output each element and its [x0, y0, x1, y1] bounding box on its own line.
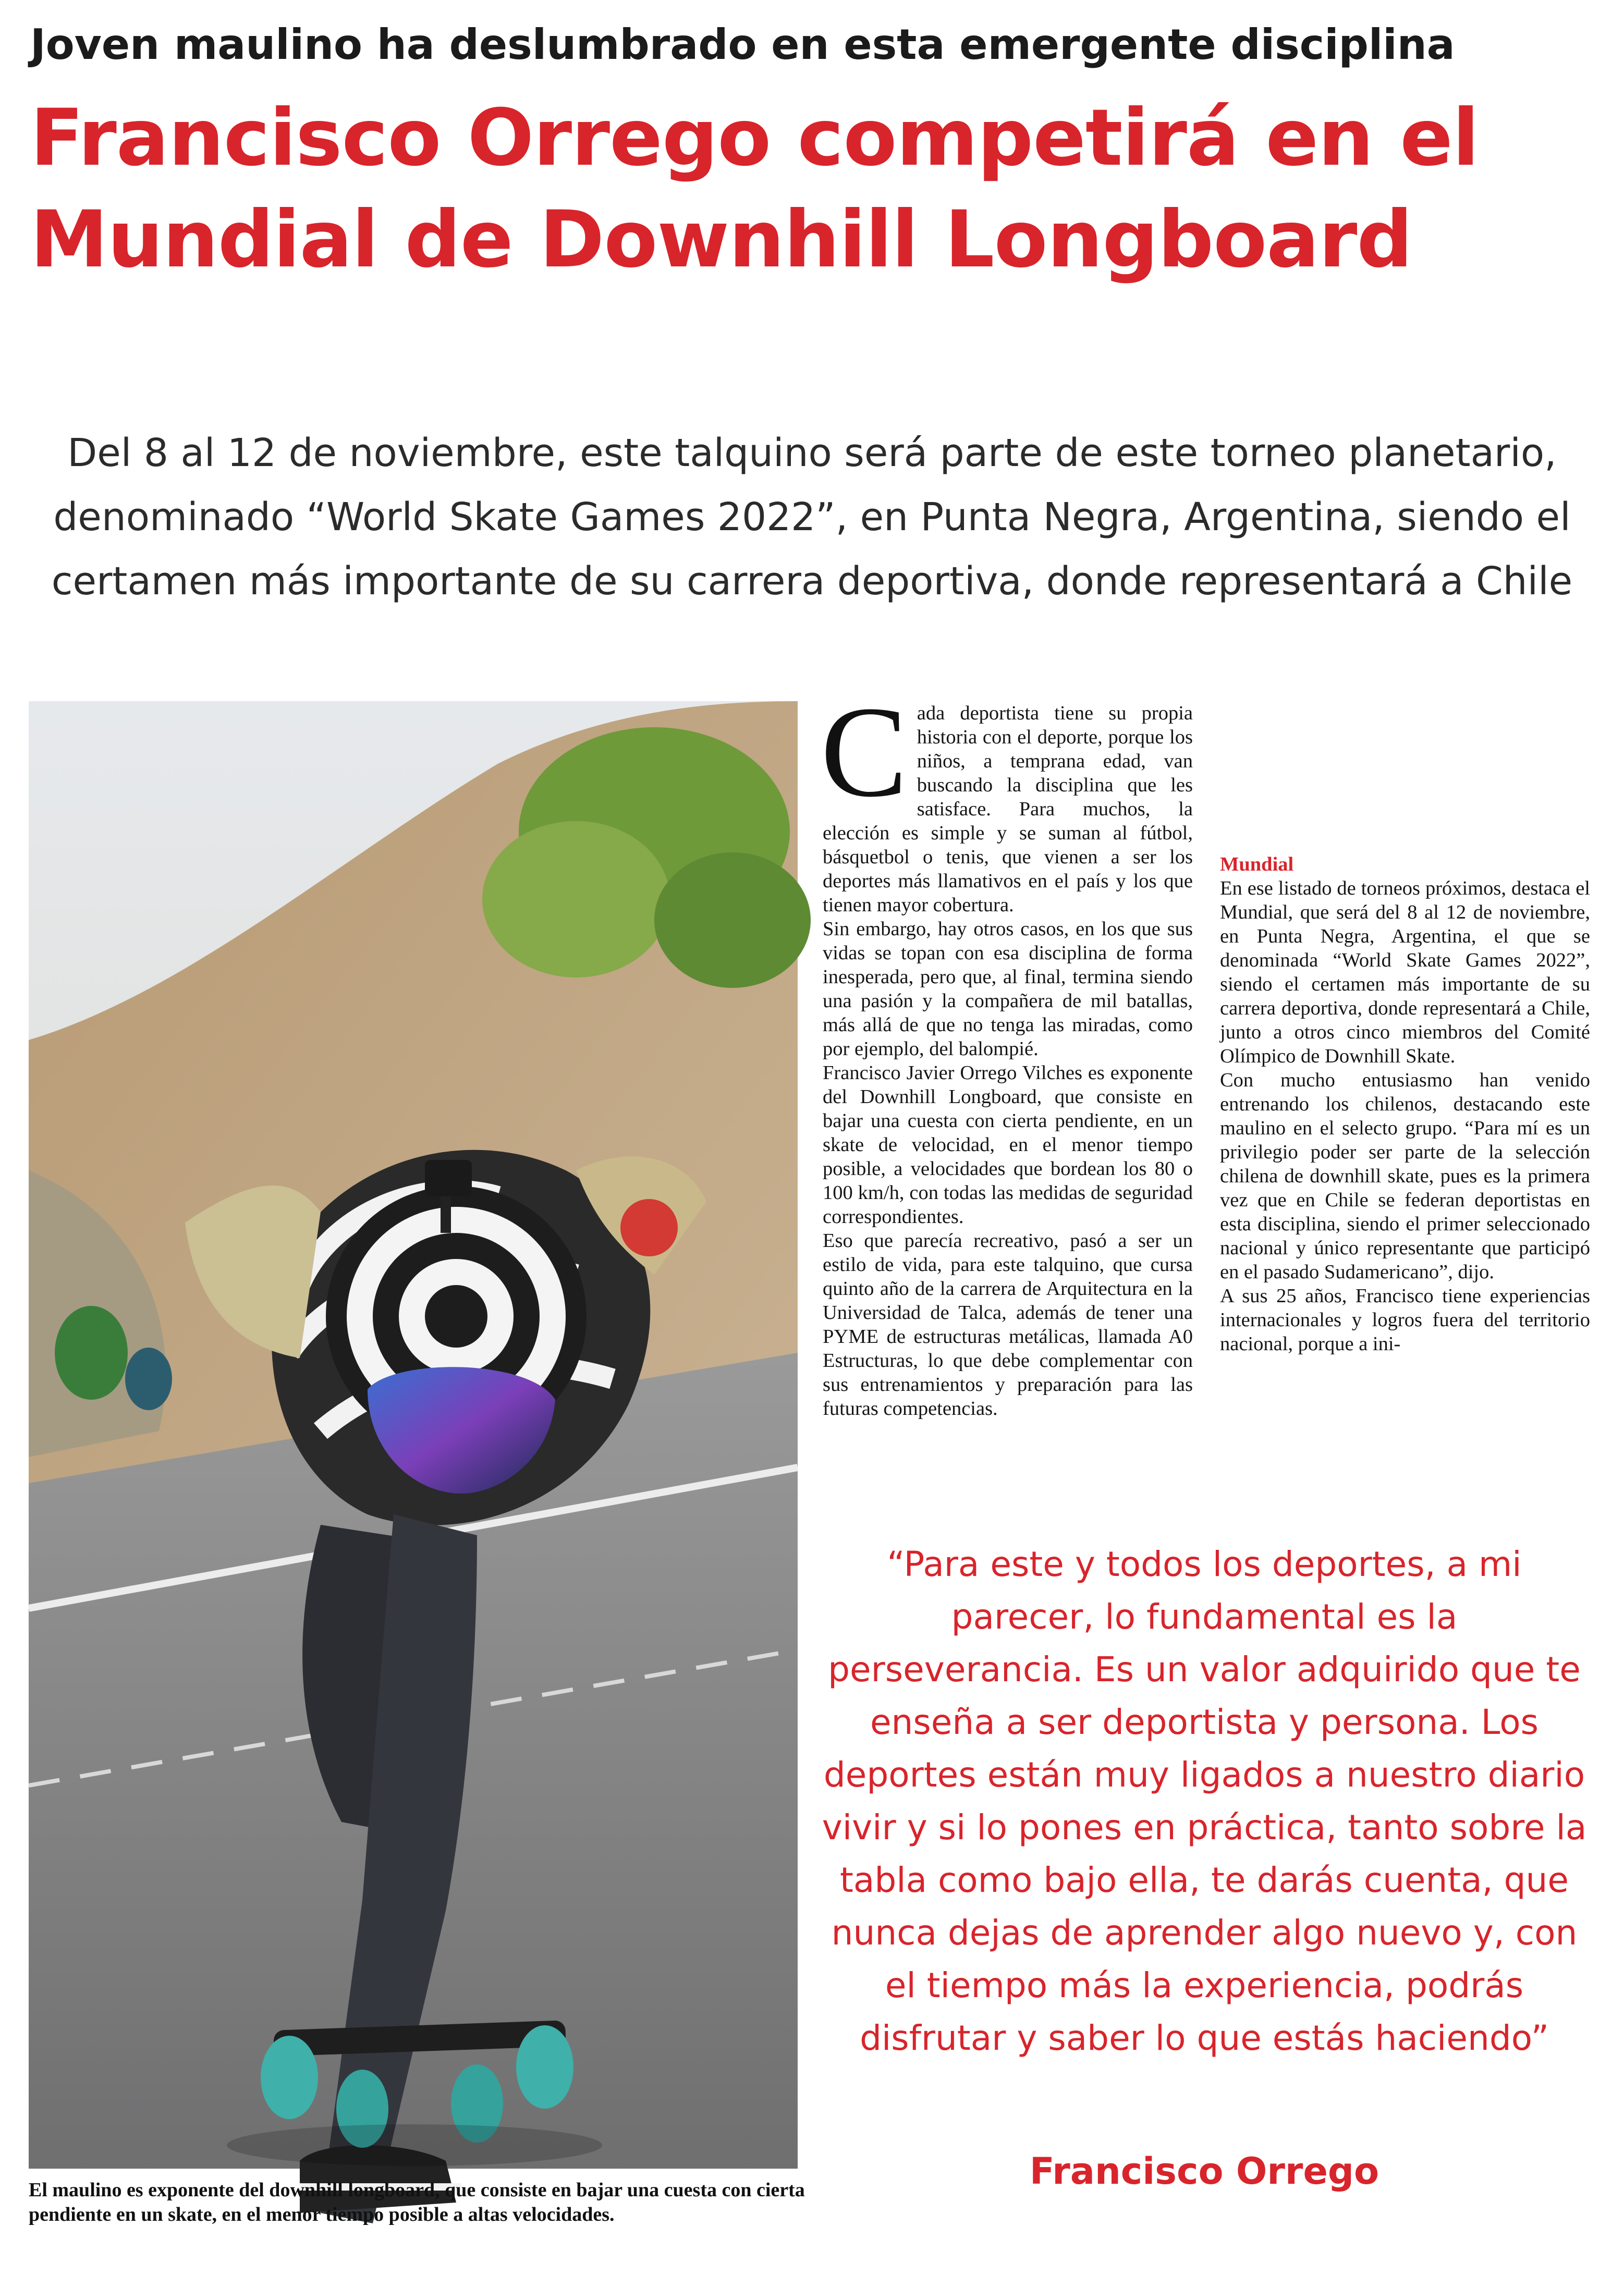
article-photo: [29, 701, 798, 2169]
photo-caption: El maulino es exponente del downhill longboard, que consiste en bajar una cuesta con cierta pendiente en un skate, en el menor tiempo posible a altas velocidades.: [29, 2179, 805, 2225]
body-paragraph: Francisco Javier Orrego Vilches es exponente del Downhill Longboard, que consiste en bajar una cuesta con cierta pendiente, en un skate de velocidad, en el menor tiempo posible, a velocidades que bordean los 80 o 100 km/h, con todas las medidas de seguridad correspondientes.: [823, 1062, 1193, 1228]
section-heading: Mundial: [1220, 853, 1294, 875]
article-column-2: [1220, 701, 1590, 1356]
body-paragraph: Con mucho entusiasmo han venido entrenando los chilenos, destacando este maulino en el selecto grupo. “Para mí es un privilegio poder ser parte de la selección chilena de downhill skate, pues es la primera vez que en Chile se federan deportistas en esta disciplina, siendo el primer seleccionado nacional y único representante que participó en el pasado Sudamericano”, dijo.: [1220, 1069, 1590, 1283]
drop-cap: C: [821, 680, 908, 824]
pull-quote-author: Francisco Orrego: [1029, 2150, 1379, 2193]
article-headline: Francisco Orrego competirá en el Mundial de Downhill Longboard: [30, 93, 1479, 285]
pull-quote: “Para este y todos los deportes, a mi parecer, lo fundamental es la perseverancia. Es un valor adquirido que te enseña a ser deportista y persona. Los deportes están muy ligados a nuestro diario vivir y si lo pones en práctica, tanto sobre la tabla como bajo ella, te darás cuenta, que nunca dejas de aprender algo nuevo y, con el tiempo más la experiencia, podrás disfrutar y saber lo que estás haciendo”: [822, 1544, 1587, 2058]
article-kicker: Joven maulino ha deslumbrado en esta emergente disciplina: [30, 20, 1455, 69]
longboard-rider-illustration: [29, 701, 798, 2169]
body-paragraph: Eso que parecía recreativo, pasó a ser un estilo de vida, para este talquino, que cursa quinto año de la carrera de Arquitectura en la Universidad de Talca, además de tener una PYME de estructuras metálicas, llamada A0 Estructuras, lo que debe complementar con sus entrenamientos y preparación para las futuras competencias.: [823, 1230, 1193, 1420]
body-paragraph: Sin embargo, hay otros casos, en los que sus vidas se topan con esa disciplina de forma inesperada, pero que, al final, termina siendo una pasión y la compañera de mil batallas, más allá de que no tenga las miradas, como por ejemplo, del balompié.: [823, 918, 1193, 1060]
body-paragraph: En ese listado de torneos próximos, destaca el Mundial, que será del 8 al 12 de noviembre, en Punta Negra, Argentina, el que se denominada “World Skate Games 2022”, siendo el certamen más importante de su carrera deportiva, donde representará a Chile, junto a otros cinco miembros del Comité Olímpico de Downhill Skate.: [1220, 877, 1590, 1067]
article-subhead: Del 8 al 12 de noviembre, este talquino será parte de este torneo planetario, denominado “World Skate Games 2022”, en Punta Negra, Argentina, siendo el certamen más importante de su carrera deportiva, donde representará a Chile: [51, 431, 1573, 604]
body-paragraph: A sus 25 años, Francisco tiene experiencias internacionales y logros fuera del territorio nacional, porque a ini-: [1220, 1285, 1590, 1355]
body-paragraph: Cada deportista tiene su propia historia con el deporte, porque los niños, a temprana edad, van buscando la disciplina que les satisface. Para muchos, la elección es simple y se suman al fútbol, básquetbol o tenis, que vienen a ser los deportes más llamativos en el país y los que tienen mayor cobertura.: [821, 680, 1193, 916]
article-column-1: [821, 680, 1193, 1420]
